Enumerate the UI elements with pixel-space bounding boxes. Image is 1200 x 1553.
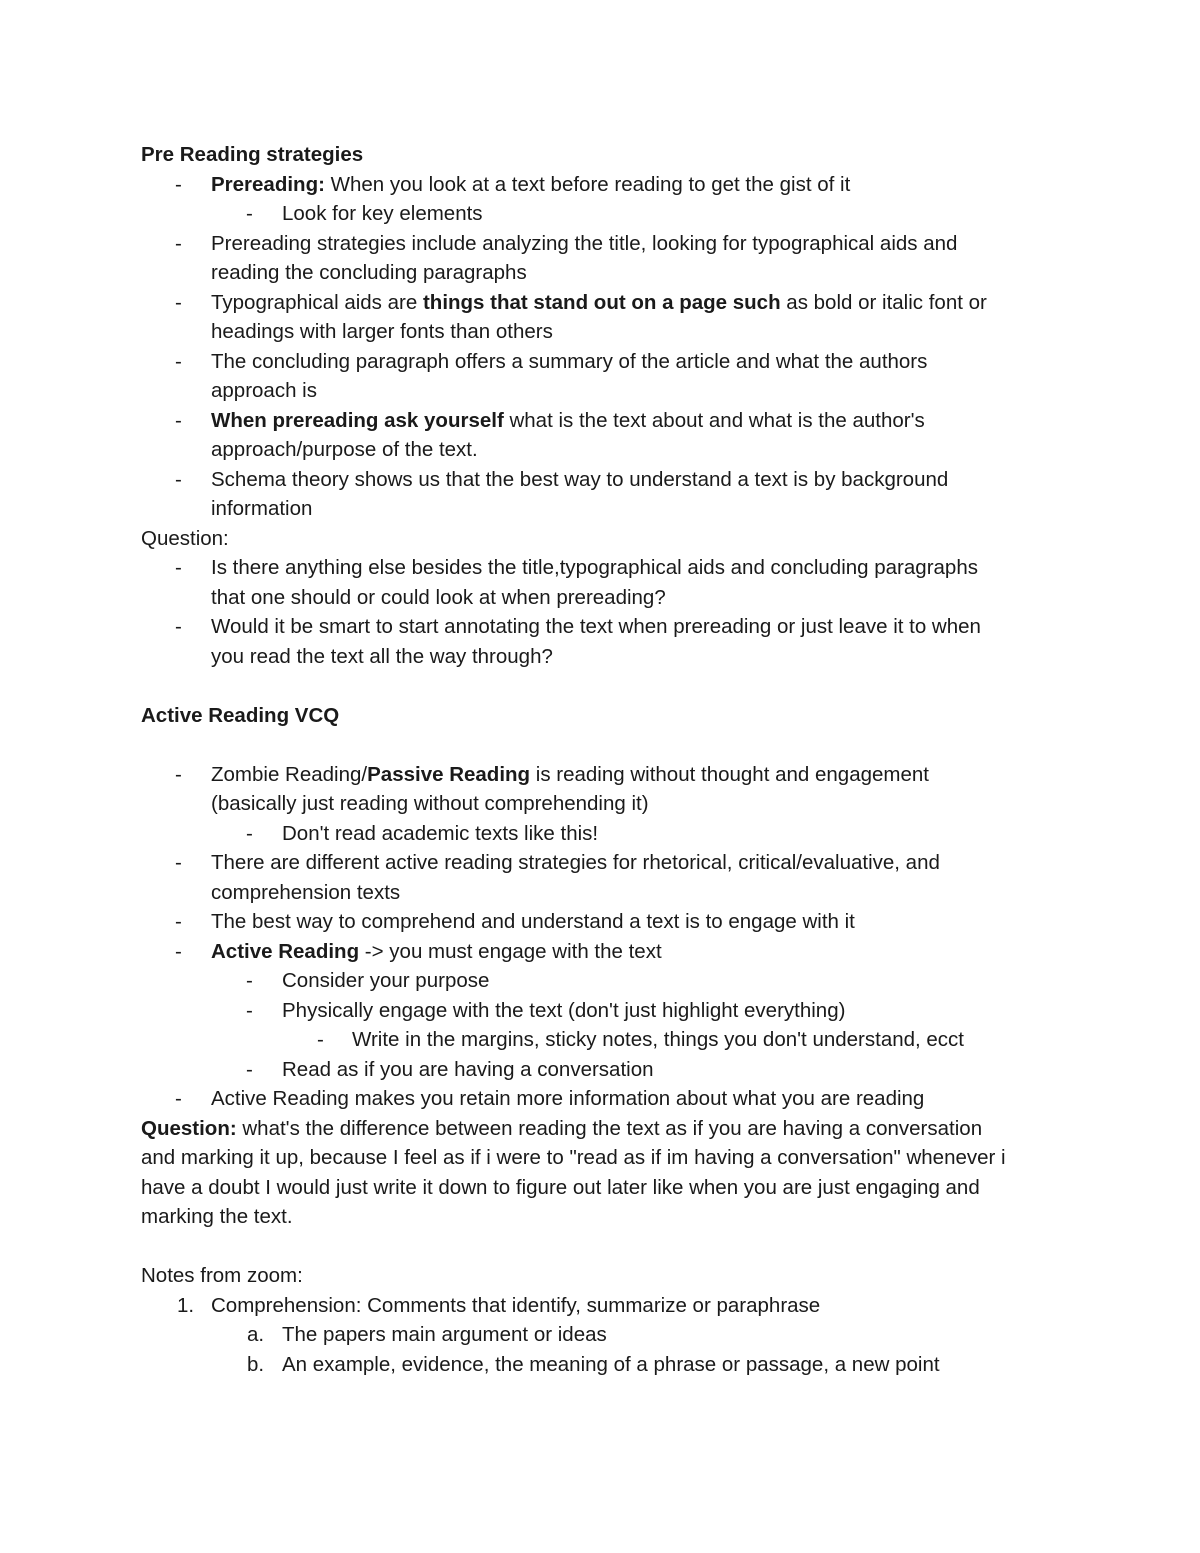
bullet-dash: -: [317, 1028, 324, 1051]
list-item: [141, 819, 1061, 849]
list-item: [141, 170, 1061, 200]
list-item-text: The papers main argument or ideas: [282, 1323, 607, 1346]
list-item-continuation: approach is: [211, 379, 317, 402]
bullet-dash: -: [175, 467, 182, 491]
blank-line: [141, 671, 1061, 701]
list-item-text: Prereading: When you look at a text before reading to get the gist of it: [211, 172, 851, 196]
heading-text: Pre Reading strategies: [141, 143, 364, 166]
list-item-text: Write in the margins, sticky notes, things you don't understand, ecct: [352, 1028, 965, 1051]
bullet-dash: -: [175, 1087, 182, 1110]
lettered-item: [141, 1320, 1061, 1350]
bullet-dash: -: [175, 910, 182, 933]
list-item-text: Zombie Reading/Passive Reading is reading without thought and engagement: [211, 762, 929, 786]
question-paragraph: Question: what's the difference between reading the text as if you are having a conversation: [141, 1116, 983, 1140]
list-item: [141, 199, 1061, 229]
list-item-continuation: headings with larger fonts than others: [211, 320, 553, 343]
bullet-dash: -: [246, 821, 253, 845]
section-heading: [141, 140, 1061, 170]
list-item: [141, 937, 1061, 967]
bullet-dash: -: [175, 172, 182, 196]
blank-line: [141, 730, 1061, 760]
bullet-dash: -: [175, 290, 182, 314]
list-item-text: When prereading ask yourself what is the text about and what is the author's: [211, 408, 925, 432]
number-marker: 1.: [177, 1293, 195, 1317]
list-item: [141, 612, 1061, 642]
list-item: [141, 996, 1061, 1026]
list-item-continuation: reading the concluding paragraphs: [211, 261, 527, 284]
lettered-item: [141, 1350, 1061, 1380]
section-heading: [141, 701, 1061, 731]
list-item-continuation: information: [211, 497, 313, 520]
list-item-text: The best way to comprehend and understand a text is to engage with it: [211, 910, 855, 933]
bullet-dash: -: [175, 349, 182, 373]
bullet-dash: -: [175, 851, 182, 874]
list-item-continuation: you read the text all the way through?: [211, 644, 553, 668]
list-item: [141, 553, 1061, 583]
list-item-continuation: comprehension texts: [211, 880, 401, 904]
letter-marker: a.: [247, 1323, 265, 1346]
list-item-text: Active Reading -> you must engage with the text: [211, 939, 662, 963]
list-item-text: Schema theory shows us that the best way to understand a text is by background: [211, 467, 949, 491]
list-item-text: An example, evidence, the meaning of a phrase or passage, a new point: [282, 1352, 940, 1376]
blank-line: [141, 1232, 1061, 1262]
list-item-text: Is there anything else besides the title,typographical aids and concluding paragraphs: [211, 556, 978, 579]
heading-text: Active Reading VCQ: [141, 703, 340, 727]
question-label: Question:: [141, 526, 229, 550]
list-item-text: There are different active reading strategies for rhetorical, critical/evaluative, and: [211, 851, 940, 874]
list-item-text: Would it be smart to start annotating the text when prereading or just leave it to when: [211, 615, 981, 638]
list-item: [141, 907, 1061, 937]
numbered-item: [141, 1291, 1061, 1321]
list-item-text: Active Reading makes you retain more information about what you are reading: [211, 1087, 925, 1110]
list-item: [141, 229, 1061, 259]
list-item: [141, 465, 1061, 495]
list-item: [141, 1084, 1061, 1114]
question-paragraph-line: marking the text.: [141, 1205, 293, 1228]
bullet-dash: -: [175, 231, 182, 255]
bullet-dash: -: [175, 615, 182, 638]
list-item-text: Read as if you are having a conversation: [282, 1057, 654, 1081]
list-item-text: Look for key elements: [282, 202, 483, 225]
bullet-dash: -: [246, 969, 253, 992]
question-paragraph-line: and marking it up, because I feel as if i were to "read as if im having a conversation" whenever i: [141, 1146, 1006, 1169]
document-page: [141, 140, 1061, 1379]
list-item-continuation: (basically just reading without comprehending it): [211, 792, 649, 815]
list-item-text: Typographical aids are things that stand out on a page such as bold or italic font or: [211, 290, 987, 314]
list-item-text: Prereading strategies include analyzing the title, looking for typographical aids and: [211, 231, 958, 255]
bullet-dash: -: [246, 1057, 253, 1081]
bullet-dash: -: [175, 762, 182, 786]
bullet-dash: -: [175, 939, 182, 963]
list-item-continuation: approach/purpose of the text.: [211, 438, 478, 461]
list-item-text: The concluding paragraph offers a summary of the article and what the authors: [211, 349, 928, 373]
bullet-dash: -: [246, 998, 253, 1022]
list-item: [141, 1025, 1061, 1055]
list-item: [141, 848, 1061, 878]
list-item-text: Consider your purpose: [282, 969, 490, 992]
list-item-continuation: that one should or could look at when prereading?: [211, 585, 666, 609]
list-item: [141, 288, 1061, 318]
bullet-dash: -: [246, 202, 253, 225]
list-item: [141, 406, 1061, 436]
list-item: [141, 966, 1061, 996]
list-item-text: Comprehension: Comments that identify, summarize or paraphrase: [211, 1293, 821, 1317]
list-item-text: Don't read academic texts like this!: [282, 821, 599, 845]
list-item: [141, 1055, 1061, 1085]
bullet-dash: -: [175, 556, 182, 579]
list-item-text: Physically engage with the text (don't just highlight everything): [282, 998, 846, 1022]
list-item: [141, 760, 1061, 790]
list-item: [141, 347, 1061, 377]
bullet-dash: -: [175, 408, 182, 432]
letter-marker: b.: [247, 1352, 265, 1376]
question-paragraph-line: have a doubt I would just write it down to figure out later like when you are just engaging and: [141, 1175, 980, 1199]
notes-label: Notes from zoom:: [141, 1264, 303, 1287]
